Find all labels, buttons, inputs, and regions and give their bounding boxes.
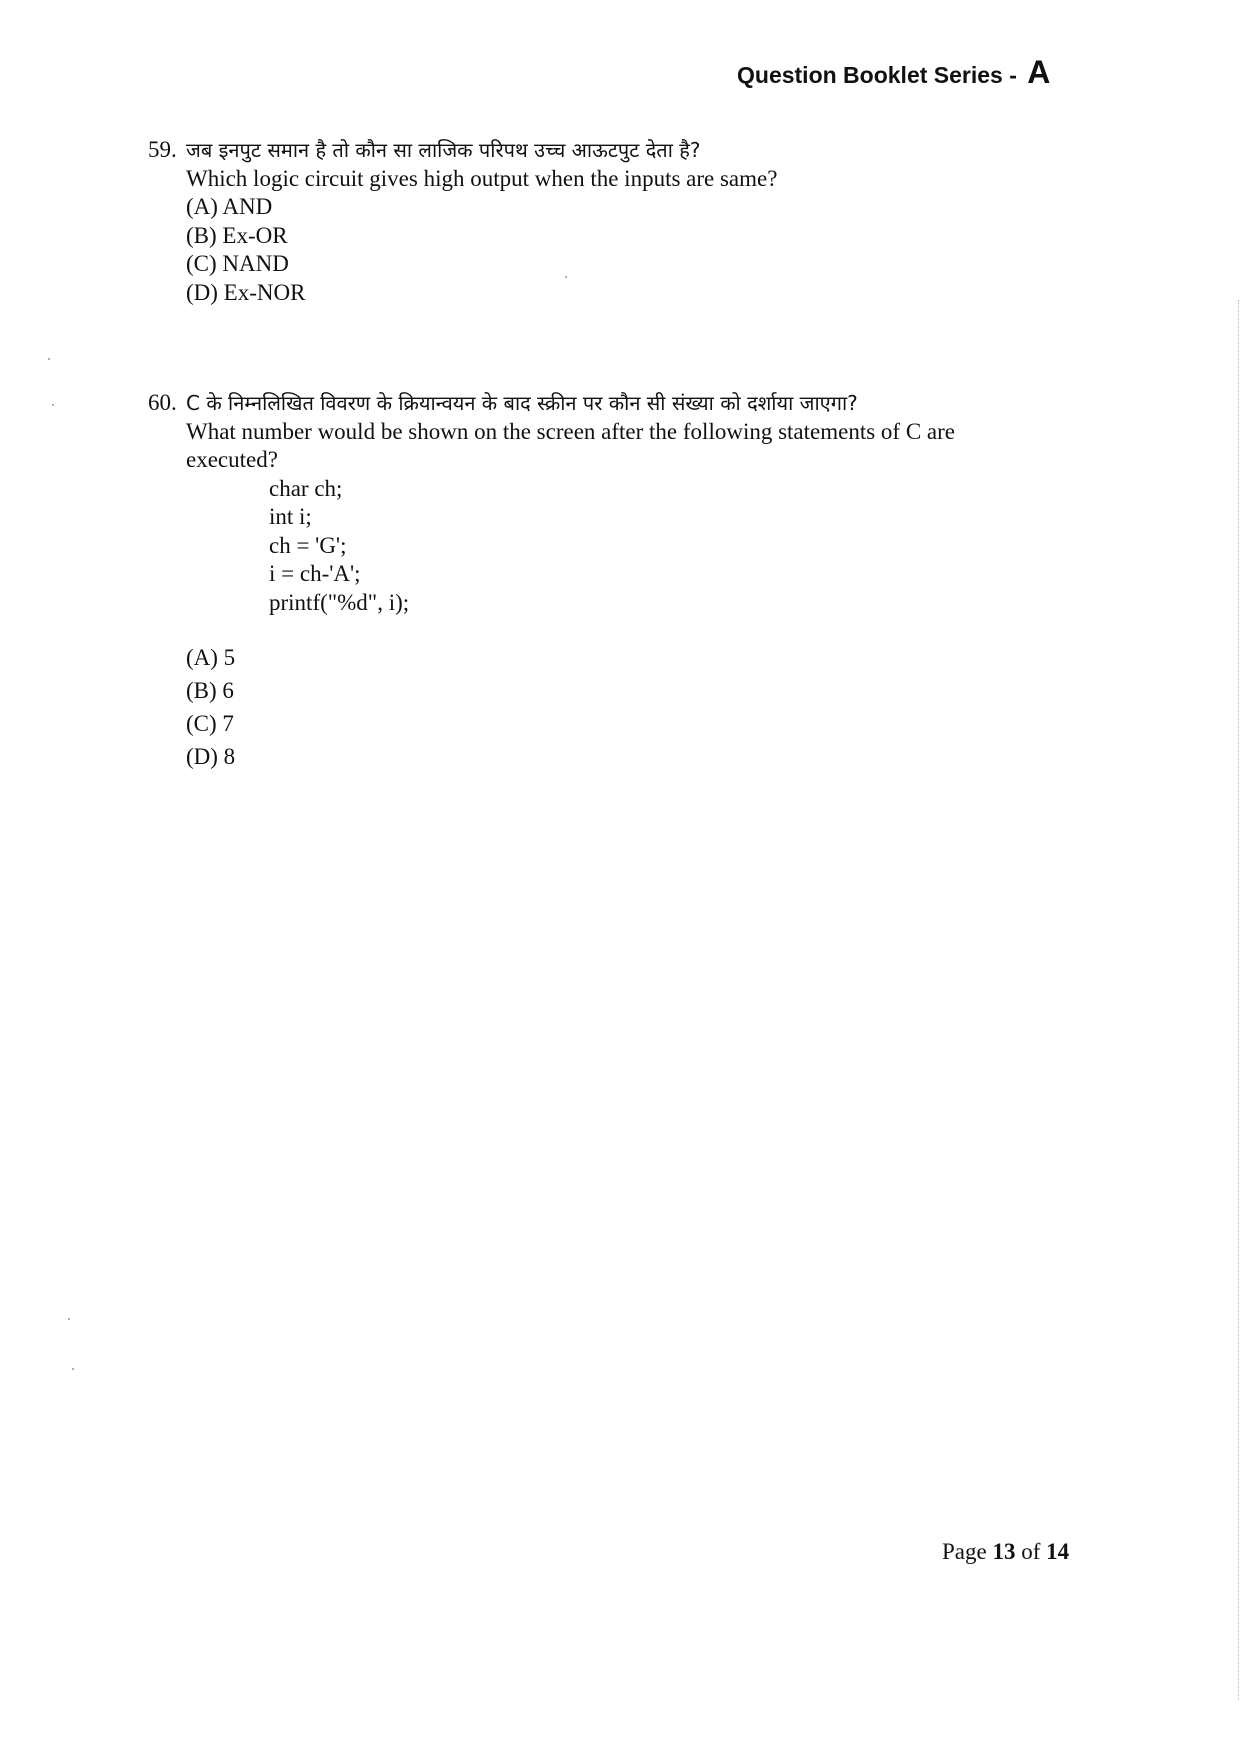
- question-english-text-line1: What number would be shown on the screen after the following statements of C are: [186, 418, 955, 444]
- question-59: [148, 136, 777, 307]
- option-c: (C) 7: [186, 711, 234, 736]
- question-60-hindi-line: [148, 389, 955, 418]
- page-number-footer: [942, 1539, 1069, 1565]
- option-c: (C) NAND: [186, 251, 289, 276]
- code-line: int i;: [269, 504, 312, 529]
- code-block: [148, 475, 955, 618]
- option-a: (A) 5: [186, 645, 236, 670]
- of-label: of: [1021, 1539, 1041, 1564]
- option-b: (B) 6: [186, 678, 234, 703]
- question-english-text: Which logic circuit gives high output when the inputs are same?: [186, 165, 778, 191]
- code-line: ch = 'G';: [269, 532, 347, 558]
- total-pages: 14: [1046, 1539, 1070, 1564]
- scan-speck: [68, 1318, 70, 1320]
- code-line: printf("%d", i);: [269, 589, 410, 615]
- scan-speck: [52, 404, 54, 406]
- question-60: [148, 389, 955, 773]
- option-d: (D) Ex-NOR: [186, 279, 306, 305]
- option-a: (A) AND: [186, 194, 273, 219]
- option-b: (B) Ex-OR: [186, 222, 288, 248]
- booklet-series-header: [737, 54, 1050, 91]
- scan-speck: [565, 276, 567, 278]
- question-hindi-text: C के निम्नलिखित विवरण के क्रियान्वयन के बाद स्क्रीन पर कौन सी संख्या को दर्शाया जाएगा?: [186, 391, 858, 415]
- options-list: [148, 641, 955, 773]
- scan-speck: [72, 1368, 74, 1370]
- question-number: 60.: [148, 390, 177, 415]
- header-title: Question Booklet Series -: [737, 62, 1017, 88]
- question-number: 59.: [148, 137, 177, 162]
- option-d: (D) 8: [186, 744, 236, 769]
- question-59-hindi-line: [148, 136, 777, 165]
- question-hindi-text: जब इनपुट समान है तो कौन सा लाजिक परिपथ उच्च आऊटपुट देता है?: [186, 138, 701, 162]
- code-line: i = ch-'A';: [269, 561, 361, 586]
- code-line: char ch;: [269, 475, 343, 501]
- scan-speck: [48, 358, 50, 360]
- options-list: [148, 193, 777, 307]
- scan-page-edge: [1238, 300, 1239, 1700]
- current-page: 13: [992, 1539, 1016, 1564]
- question-english-text-line2: executed?: [186, 447, 278, 472]
- series-letter: A: [1027, 54, 1051, 90]
- page-label: Page: [942, 1539, 987, 1564]
